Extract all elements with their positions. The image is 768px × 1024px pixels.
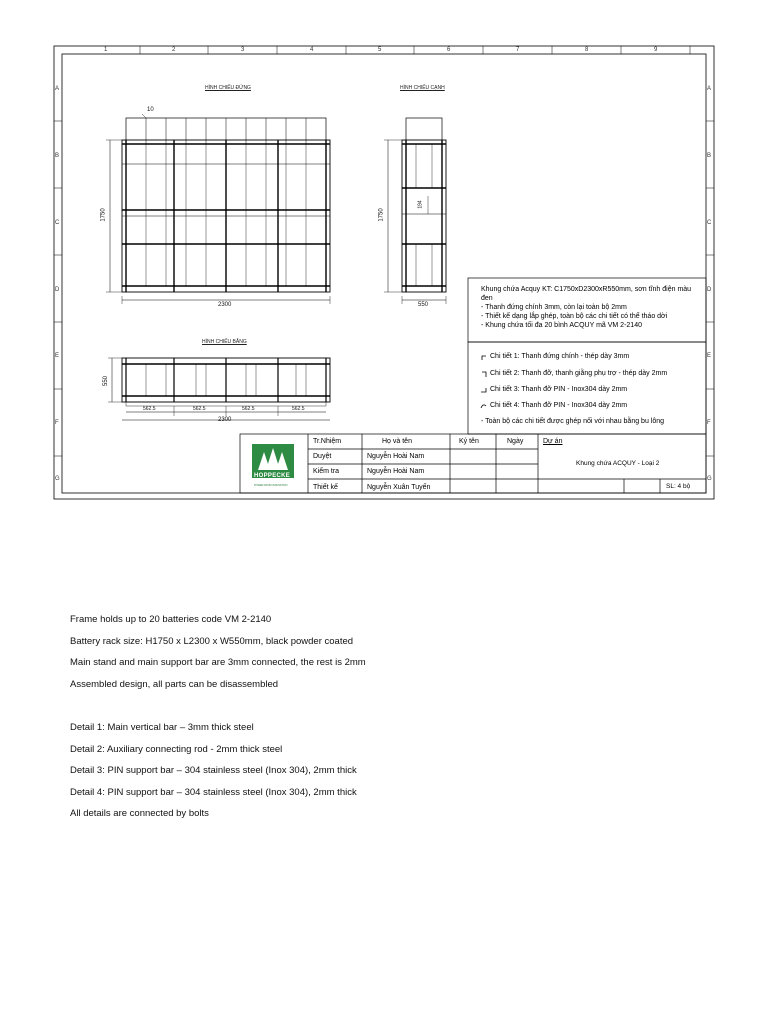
top-view-title: HÌNH CHIẾU BẰNG: [202, 339, 247, 345]
front-view: [106, 114, 330, 304]
grid-row-e-right: E: [707, 353, 712, 359]
dim-front-width: 2300: [218, 302, 232, 308]
dim-top-bay-2: 562.5: [193, 406, 206, 412]
grid-row-f-right: F: [707, 420, 711, 426]
dim-front-height: 1750: [100, 208, 107, 222]
dim-side-width: 550: [418, 302, 429, 308]
details-note: - Toàn bộ các chi tiết được ghép nối với nhau bằng bu lông: [481, 418, 665, 425]
dim-top-bay-4: 562.5: [292, 406, 305, 412]
tb-row-2-name: Nguyễn Hoài Nam: [367, 468, 425, 475]
detail-1: Chi tiết 1: Thanh đứng chính - thép dày 3mm: [490, 353, 630, 360]
grid-row-e: E: [55, 353, 60, 359]
dim-top-depth: 550: [103, 375, 110, 387]
grid-row-f: F: [55, 420, 59, 426]
note-line-3: Main stand and main support bar are 3mm connected, the rest is 2mm: [70, 657, 366, 668]
side-view: [384, 118, 446, 304]
logo-name: HOPPECKE: [254, 473, 291, 479]
spec-text: [481, 285, 703, 330]
dim-front-offset: 10: [147, 107, 154, 113]
grid-row-d: D: [55, 287, 60, 293]
grid-col-6: 6: [447, 47, 451, 53]
tb-row-3-role: Thiết kế: [313, 484, 338, 491]
grid-col-2: 2: [172, 47, 176, 53]
detail-3: Chi tiết 3: Thanh đỡ PIN - Inox304 dày 2mm: [490, 386, 628, 393]
note-line-7: Detail 3: PIN support bar – 304 stainless steel (Inox 304), 2mm thick: [70, 765, 357, 776]
tb-row-3-name: Nguyễn Xuân Tuyến: [367, 484, 431, 491]
notes-spacer: [70, 700, 710, 722]
grid-col-1: 1: [104, 47, 108, 53]
spec-line-3: - Thiết kế dạng lắp ghép, toàn bộ các chi tiết có thể tháo dời: [481, 313, 668, 320]
tb-header-name: Họ và tên: [382, 438, 412, 445]
note-line-5: Detail 1: Main vertical bar – 3mm thick steel: [70, 722, 254, 733]
spec-line-2: - Thanh đứng chính 3mm, còn lại toàn bộ 2mm: [481, 304, 627, 311]
tb-header-role: Tr.Nhiệm: [313, 438, 342, 445]
grid-row-g-right: G: [707, 476, 712, 482]
grid-row-b-right: B: [707, 153, 712, 159]
tb-project-name: Khung chứa ACQUY - Loại 2: [576, 460, 660, 467]
detail-4-icon: [481, 405, 486, 408]
drawing-frame: [0, 0, 768, 510]
spec-line-4: - Khung chứa tối đa 20 bình ACQUY mã VM 2-2140: [481, 322, 642, 329]
grid-row-d-right: D: [707, 287, 712, 293]
tb-quantity: SL: 4 bộ: [666, 483, 691, 490]
detail-1-icon: [482, 356, 486, 360]
logo-tagline: POWER FROM INNOVATION: [254, 484, 288, 487]
detail-4: Chi tiết 4: Thanh đỡ PIN - Inox304 dày 2mm: [490, 402, 628, 409]
tb-header-date: Ngày: [507, 438, 524, 445]
grid-col-8: 8: [585, 47, 589, 53]
grid-row-c: C: [55, 220, 60, 226]
tb-row-1-role: Duyệt: [313, 453, 332, 460]
spec-line-1: Khung chứa Acquy KT: C1750xD2300xR550mm, sơn tĩnh điện màu đen: [481, 286, 692, 302]
tb-row-2-role: Kiểm tra: [313, 468, 340, 475]
dim-side-inner: 194: [417, 200, 424, 209]
grid-col-5: 5: [378, 47, 382, 53]
note-line-1: Frame holds up to 20 batteries code VM 2-2140: [70, 614, 272, 625]
dim-top-bay-1: 562.5: [143, 406, 156, 412]
note-line-4: Assembled design, all parts can be disassembled: [70, 678, 279, 690]
note-line-9: All details are connected by bolts: [70, 808, 209, 819]
technical-drawing: [0, 0, 768, 510]
detail-3-icon: [481, 388, 486, 392]
note-line-6: Detail 2: Auxiliary connecting rod - 2mm thick steel: [70, 743, 283, 755]
note-line-8: Detail 4: PIN support bar – 304 stainless steel (Inox 304), 2mm thick: [70, 786, 357, 798]
dim-side-height: 1750: [378, 208, 385, 222]
front-view-title: HÌNH CHIẾU ĐỨNG: [205, 85, 251, 91]
side-view-title: HÌNH CHIẾU CẠNH: [400, 85, 445, 91]
grid-col-9: 9: [654, 47, 658, 53]
grid-row-b: B: [55, 153, 60, 159]
grid-col-3: 3: [241, 47, 245, 53]
grid-col-7: 7: [516, 47, 520, 53]
grid-row-c-right: C: [707, 220, 712, 226]
dim-top-width: 2300: [218, 417, 232, 423]
tb-row-1-name: Nguyễn Hoài Nam: [367, 453, 425, 460]
english-notes: [70, 614, 710, 830]
tb-project-label: Dự án: [543, 438, 563, 445]
grid-row-a: A: [55, 86, 60, 92]
grid-col-4: 4: [310, 47, 314, 53]
grid-row-g: G: [55, 476, 60, 482]
note-line-2: Battery rack size: H1750 x L2300 x W550mm, black powder coated: [70, 635, 354, 647]
detail-2: Chi tiết 2: Thanh đỡ, thanh giằng phụ trợ - thép dày 2mm: [490, 370, 668, 377]
dim-top-bay-3: 562.5: [242, 406, 255, 412]
detail-2-icon: [482, 372, 486, 377]
tb-header-sign: Ký tên: [459, 438, 479, 445]
grid-row-a-right: A: [707, 86, 712, 92]
